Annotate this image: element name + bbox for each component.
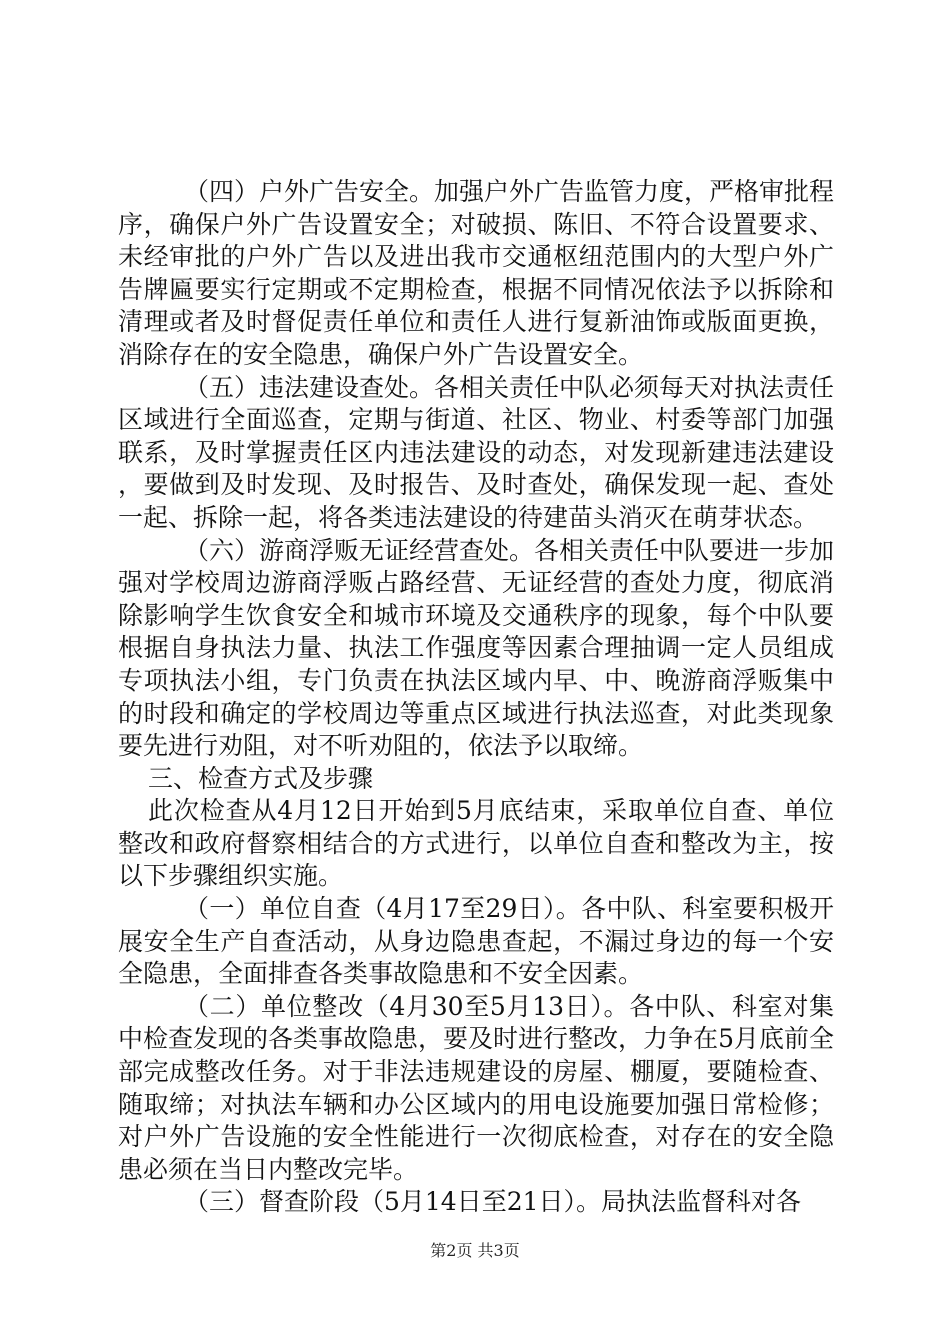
paragraph-self-inspection: （一）单位自查（4月17至29日）。各中队、科室要积极开展安全生产自查活动，从身边隐患查起，不漏过身边的每一个安全隐患，全面排查各类事故隐患和不安全因素。 <box>118 894 834 989</box>
section-heading-inspection-method: 三、检查方式及步骤 <box>148 763 374 793</box>
paragraph-illegal-construction: （五）违法建设查处。各相关责任中队必须每天对执法责任区域进行全面巡查，定期与街道、社区、物业、村委等部门加强联系，及时掌握责任区内违法建设的动态，对发现新建违法建设，要做到及时发现、及时报告、及时查处，确保发现一起、查处一起、拆除一起，将各类违法建设的待建苗头消灭在萌芽状态。 <box>118 372 835 532</box>
paragraph-outdoor-ads: （四）户外广告安全。加强户外广告监管力度，严格审批程序，确保户外广告设置安全；对破损、陈旧、不符合设置要求、未经审批的户外广告以及进出我市交通枢纽范围内的大型户外广告牌匾要实行定期或不定期检查，根据不同情况依法予以拆除和清理或者及时督促责任单位和责任人进行复新油饰或版面更换，消除存在的安全隐患，确保户外广告设置安全。 <box>118 177 835 369</box>
paragraph-street-vendors: （六）游商浮贩无证经营查处。各相关责任中队要进一步加强对学校周边游商浮贩占路经营、无证经营的查处力度，彻底消除影响学生饮食安全和城市环境及交通秩序的现象，每个中队要根据自身执法力量、执法工作强度等因素合理抽调一定人员组成专项执法小组，专门负责在执法区域内早、中、晚游商浮贩集中的时段和确定的学校周边等重点区域进行执法巡查，对此类现象要先进行劝阻，对不听劝阻的，依法予以取缔。 <box>118 535 835 761</box>
page-footer: 第2页 共3页 <box>430 1241 520 1260</box>
paragraph-supervision: （三）督查阶段（5月14日至21日）。局执法监督科对各 <box>184 1187 802 1217</box>
paragraph-inspection-overview: 此次检查从4月12日开始到5月底结束，采取单位自查、单位整改和政府督察相结合的方式进行，以单位自查和整改为主，按以下步骤组织实施。 <box>118 796 834 891</box>
document-body <box>118 176 834 1219</box>
paragraph-rectification: （二）单位整改（4月30至5月13日）。各中队、科室对集中检查发现的各类事故隐患，要及时进行整改，力争在5月底前全部完成整改任务。对于非法违规建设的房屋、棚厦，要随检查、随取缔；对执法车辆和办公区域内的用电设施要加强日常检修；对户外广告设施的安全性能进行一次彻底检查，对存在的安全隐患必须在当日内整改完毕。 <box>118 991 834 1184</box>
